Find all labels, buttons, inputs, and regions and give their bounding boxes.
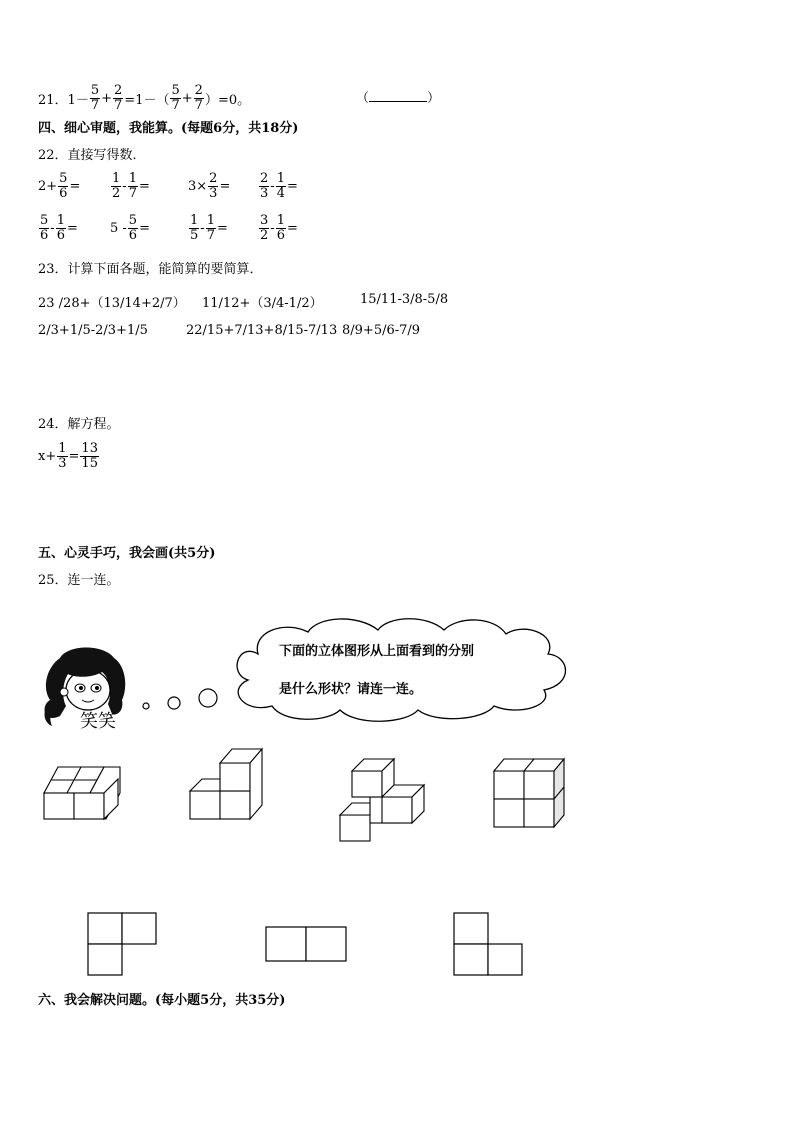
top-view-shapes	[80, 905, 540, 985]
shape-c	[454, 913, 522, 975]
q22-item: $\frac{1}{5}$ - $\frac{1}{7}$ =	[190, 213, 228, 243]
fraction: $\frac{5}{7}$	[171, 83, 180, 113]
q23-expression: 11/12+（3/4-1/2）	[202, 296, 323, 311]
girl-name-label: 笑笑	[80, 711, 116, 732]
bubble-text-line-2: 是什么形状？请连一连。	[279, 682, 423, 697]
q21-answer-blank[interactable]: （ ）	[356, 91, 441, 106]
bubble-text-line-1: 下面的立体图形从上面看到的分别	[279, 644, 475, 659]
small-bubbles	[138, 684, 222, 714]
q22-item: 5 - $\frac{5}{6}$ =	[110, 213, 150, 243]
cube-figure-c	[340, 759, 424, 841]
q22-item: 3× $\frac{2}{3}$ =	[188, 171, 231, 201]
fraction: $\frac{1}{4}$	[276, 171, 285, 201]
fraction: $\frac{2}{7}$	[194, 83, 203, 113]
fraction: $\frac{2}{7}$	[114, 83, 123, 113]
q24-equation: x+ $\frac{1}{3}$ = $\frac{13}{15}$	[38, 441, 98, 471]
answer-blank[interactable]	[369, 90, 427, 102]
fraction: $\frac{1}{2}$	[112, 171, 121, 201]
q21-part2: +	[101, 91, 113, 106]
fraction: $\frac{1}{3}$	[58, 441, 67, 471]
q23-expression: 23 /28+（13/14+2/7）	[38, 296, 186, 311]
fraction: $\frac{5}{6}$	[128, 213, 138, 243]
q22-item: $\frac{2}{3}$ - $\frac{1}{4}$ =	[260, 171, 298, 201]
question-24-title: 24．解方程。	[38, 417, 120, 432]
thought-bubble	[218, 612, 588, 724]
fraction: $\frac{3}{2}$	[260, 213, 269, 243]
q22-item: $\frac{1}{2}$ - $\frac{1}{7}$ =	[112, 171, 150, 201]
fraction: $\frac{1}{6}$	[56, 213, 65, 243]
fraction: $\frac{13}{15}$	[81, 441, 98, 471]
fraction: $\frac{2}{3}$	[260, 171, 269, 201]
question-23-title: 23．计算下面各题，能简算的要简算．	[38, 262, 263, 277]
cube-figure-b	[190, 749, 262, 819]
fraction: $\frac{1}{6}$	[276, 213, 285, 243]
q22-item: 2+ $\frac{5}{6}$ =	[38, 171, 81, 201]
fraction: $\frac{5}{7}$	[90, 83, 100, 113]
fraction: $\frac{2}{3}$	[209, 171, 218, 201]
cube-figure-a	[44, 767, 120, 819]
question-25-title: 25．连一连。	[38, 573, 120, 588]
fraction: $\frac{1}{5}$	[190, 213, 199, 243]
q22-item: $\frac{5}{6}$ - $\frac{1}{6}$ =	[40, 213, 78, 243]
3d-figures	[30, 745, 590, 845]
q21-part5: ）=0。	[204, 93, 251, 108]
q23-expression: 15/11-3/8-5/8	[360, 292, 449, 307]
q23-expression: 2/3+1/5-2/3+1/5	[38, 323, 148, 338]
fraction: $\frac{1}{7}$	[128, 171, 137, 201]
q23-expression: 8/9+5/6-7/9	[342, 323, 421, 338]
section-4-title: 四、细心审题，我能算。(每题6分，共18分)	[38, 121, 299, 136]
q22-item: $\frac{3}{2}$ - $\frac{1}{6}$ =	[260, 213, 298, 243]
question-22-title: 22．直接写得数．	[38, 148, 146, 163]
shape-a	[88, 913, 156, 975]
question-21	[38, 84, 250, 113]
q21-part3: =1－（	[124, 93, 170, 108]
cube-figure-d	[494, 759, 564, 827]
q23-expression: 22/15+7/13+8/15-7/13	[186, 323, 338, 338]
q21-number: 21．	[38, 93, 68, 108]
fraction: $\frac{5}{6}$	[59, 171, 68, 201]
shape-b	[266, 927, 346, 961]
fraction: $\frac{5}{6}$	[40, 213, 49, 243]
section-5-title: 五、心灵手巧，我会画(共5分)	[38, 546, 216, 561]
section-6-title: 六、我会解决问题。(每小题5分，共35分)	[38, 993, 286, 1008]
fraction: $\frac{1}{7}$	[206, 213, 215, 243]
q21-part4: +	[181, 91, 193, 106]
q21-part1: 1－	[67, 93, 89, 108]
